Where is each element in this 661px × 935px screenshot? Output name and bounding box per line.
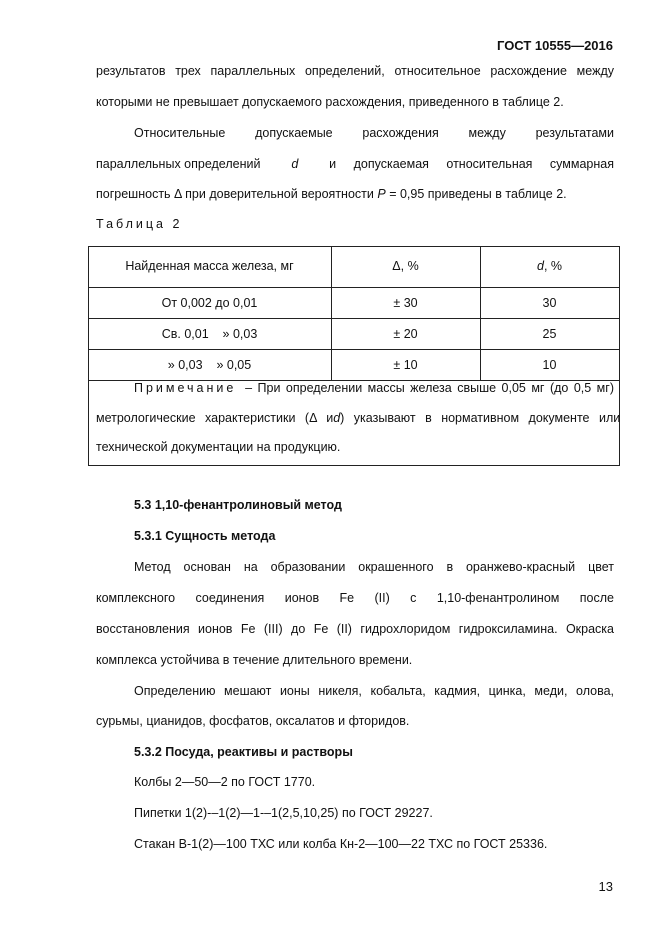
column-header-d-unit: , % [543,259,562,273]
results-table [88,246,620,466]
table-row-2-d: 25 [542,327,557,341]
table-note-label: Примечание [134,381,237,395]
equipment-item-pipettes: Пипетки 1(2)-–1(2)—1-–1(2,5,10,25) по ГОСТ 29227. [134,806,433,820]
table-note-symbol-d: d [333,411,341,425]
table-row-2-mass: Св. 0,01 » 0,03 [161,327,258,341]
intro-line-2: которыми не превышает допускаемого расхождения, приведенного в таблице 2. [96,95,564,109]
probability-symbol-p: P [377,187,386,201]
column-header-delta: Δ, % [392,259,419,273]
interference-line-2: сурьмы, цианидов, фосфатов, оксалатов и фторидов. [96,714,410,728]
intro-line-1: результатов трех параллельных определений, относительное расхождение между [96,64,614,78]
method-line-4: комплекса устойчива в течение длительного времени. [96,653,413,667]
page-number: 13 [598,879,613,894]
interference-line-1: Определению мешают ионы никеля, кобальта, кадмия, цинка, меди, олова, [134,684,614,698]
table-row-3-delta: ± 10 [393,358,418,372]
tolerance-text-a: параллельных определений [96,157,261,171]
column-header-mass: Найденная масса железа, мг [125,259,294,273]
section-heading-5-3: 5.3 1,10-фенантролиновый метод [134,498,342,512]
method-line-2: комплексного соединения ионов Fe (II) с 1,10-фенантролином после [96,591,614,605]
table-row-1-d: 30 [542,296,557,310]
tolerance-text-b: и допускаемая относительная суммарная [329,157,614,171]
table-row-2-delta: ± 20 [393,327,418,341]
document-header: ГОСТ 10555—2016 [497,38,613,53]
table-note-text-2a: метрологические характеристики (Δ и [96,411,334,425]
column-header-d [480,258,619,274]
table-note-line-3: технической документации на продукцию. [96,440,341,454]
tolerance-line-2 [96,156,614,172]
equipment-item-beaker: Стакан В-1(2)—100 ТХС или колба Кн-2—100—22 ТХС по ГОСТ 25336. [134,837,548,851]
tolerance-text-d: = 0,95 приведены в таблице 2. [389,187,567,201]
table-note-text-1: – При определении массы железа свыше 0,05 мг (до 0,5 мг) [245,381,614,395]
section-heading-5-3-1: 5.3.1 Сущность метода [134,529,276,543]
method-line-3: восстановления ионов Fe (III) до Fe (II) гидрохлоридом гидроксиламина. Окраска [96,622,614,636]
tolerance-symbol-d: d [291,157,299,171]
tolerance-line-3 [96,186,567,202]
tolerance-text-c: погрешность Δ при доверительной вероятности [96,187,374,201]
method-line-1: Метод основан на образовании окрашенного в оранжево-красный цвет [134,560,614,574]
section-heading-5-3-2: 5.3.2 Посуда, реактивы и растворы [134,745,353,759]
table-note-line-1 [134,380,614,396]
table-note-text-2b: ) указывают в нормативном документе или [340,411,621,425]
table-row-3-d: 10 [542,358,557,372]
table-caption: Таблица 2 [96,217,183,231]
equipment-item-flasks: Колбы 2—50—2 по ГОСТ 1770. [134,775,316,789]
tolerance-line-1: Относительные допускаемые расхождения между результатами [134,126,614,140]
table-note-line-2 [96,410,621,426]
column-header-d-symbol: d [536,259,544,273]
table-row-1-delta: ± 30 [393,296,418,310]
table-row-1-mass: От 0,002 до 0,01 [161,296,258,310]
table-row-3-mass: » 0,03 » 0,05 [167,358,252,372]
